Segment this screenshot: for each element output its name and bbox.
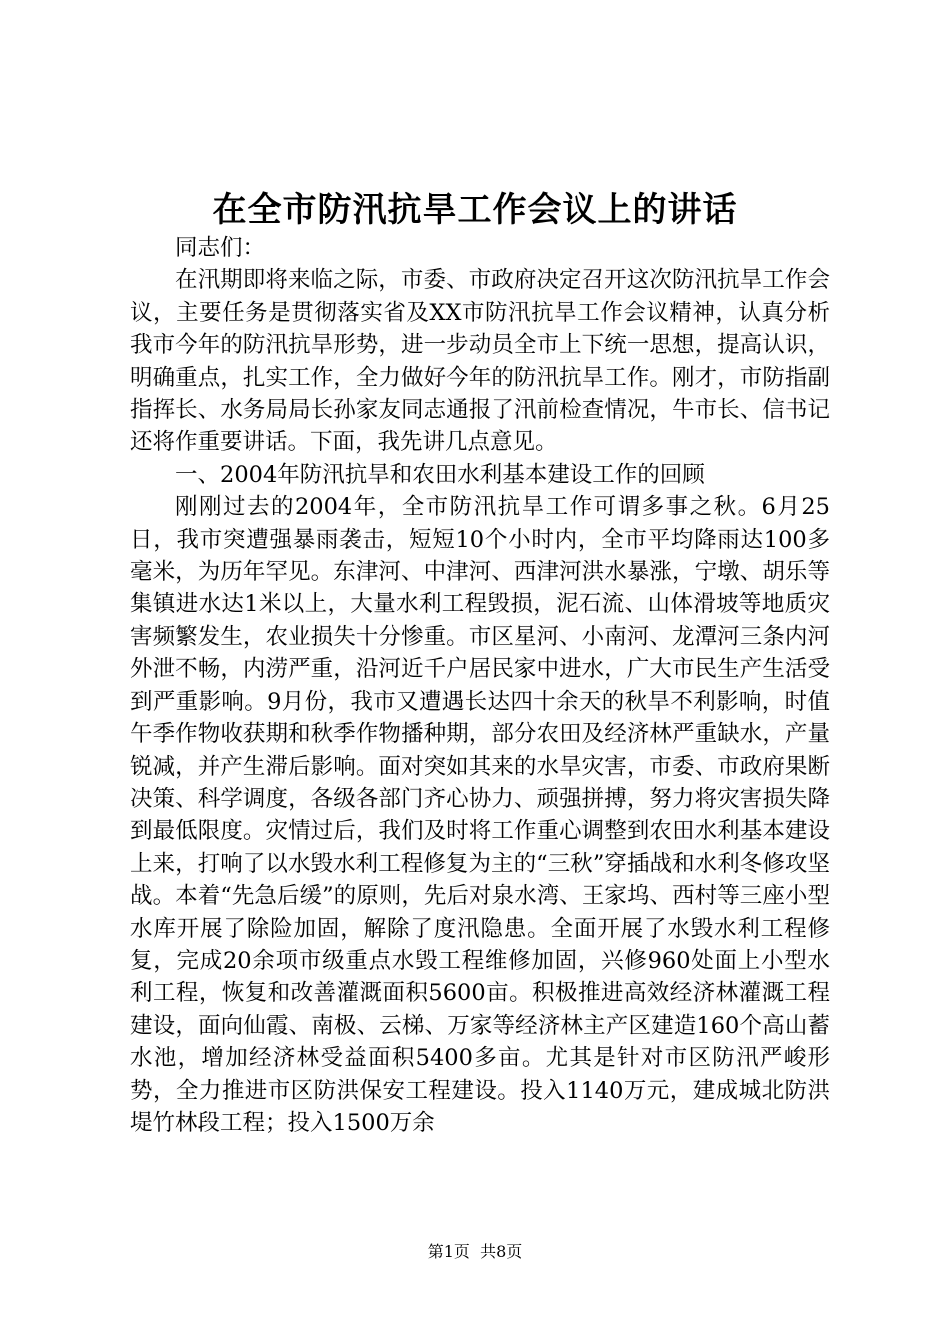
page-number: 第1页	[427, 1242, 470, 1261]
document-title: 在全市防汛抗旱工作会议上的讲话	[212, 190, 738, 230]
document-body	[130, 232, 830, 1139]
section-heading: 一、2004年防汛抗旱和农田水利基本建设工作的回顾	[175, 461, 705, 488]
paragraph-intro: 在汛期即将来临之际，市委、市政府决定召开这次防汛抗旱工作会议，主要任务是贯彻落实省及XX市防汛抗旱工作会议精神，认真分析我市今年的防汛抗旱形势，进一步动员全市上下统一思想，提高认识，明确重点，扎实工作，全力做好今年的防汛抗旱工作。刚才，市防指副指挥长、水务局局长孙家友同志通报了汛前检查情况，牛市长、信书记还将作重要讲话。下面，我先讲几点意见。	[130, 267, 830, 456]
paragraph-review: 刚刚过去的2004年，全市防汛抗旱工作可谓多事之秋。6月25日，我市突遭强暴雨袭击，短短10个小时内，全市平均降雨达100多毫米，为历年罕见。东津河、中津河、西津河洪水暴涨，宁墩、胡乐等集镇进水达1米以上，大量水利工程毁损，泥石流、山体滑坡等地质灾害频繁发生，农业损失十分惨重。市区星河、小南河、龙潭河三条内河外泄不畅，内涝严重，沿河近千户居民家中进水，广大市民生产生活受到严重影响。9月份，我市又遭遇长达四十余天的秋旱不利影响，时值午季作物收获期和秋季作物播种期，部分农田及经济林严重缺水，产量锐减，并产生滞后影响。面对突如其来的水旱灾害，市委、市政府果断决策、科学调度，各级各部门齐心协力、顽强拼搏，努力将灾害损失降到最低限度。灾情过后，我们及时将工作重心调整到农田水利基本建设上来，打响了以水毁水利工程修复为主的“三秋”穿插战和水利冬修攻坚战。本着“先急后缓”的原则，先后对泉水湾、王家坞、西村等三座小型水库开展了除险加固，解除了度汛隐患。全面开展了水毁水利工程修复，完成20余项市级重点水毁工程维修加固，兴修960处面上小型水利工程，恢复和改善灌溉面积5600亩。积极推进高效经济林灌溉工程建设，面向仙霞、南极、云梯、万家等经济林主产区建造160个高山蓄水池，增加经济林受益面积5400多亩。尤其是针对市区防汛严峻形势，全力推进市区防洪保安工程建设。投入1140万元，建成城北防洪堤竹林段工程；投入1500万余	[130, 494, 830, 1136]
page-total: 共8页	[480, 1242, 523, 1261]
salutation: 同志们：	[175, 235, 266, 261]
page-footer	[0, 1240, 950, 1264]
